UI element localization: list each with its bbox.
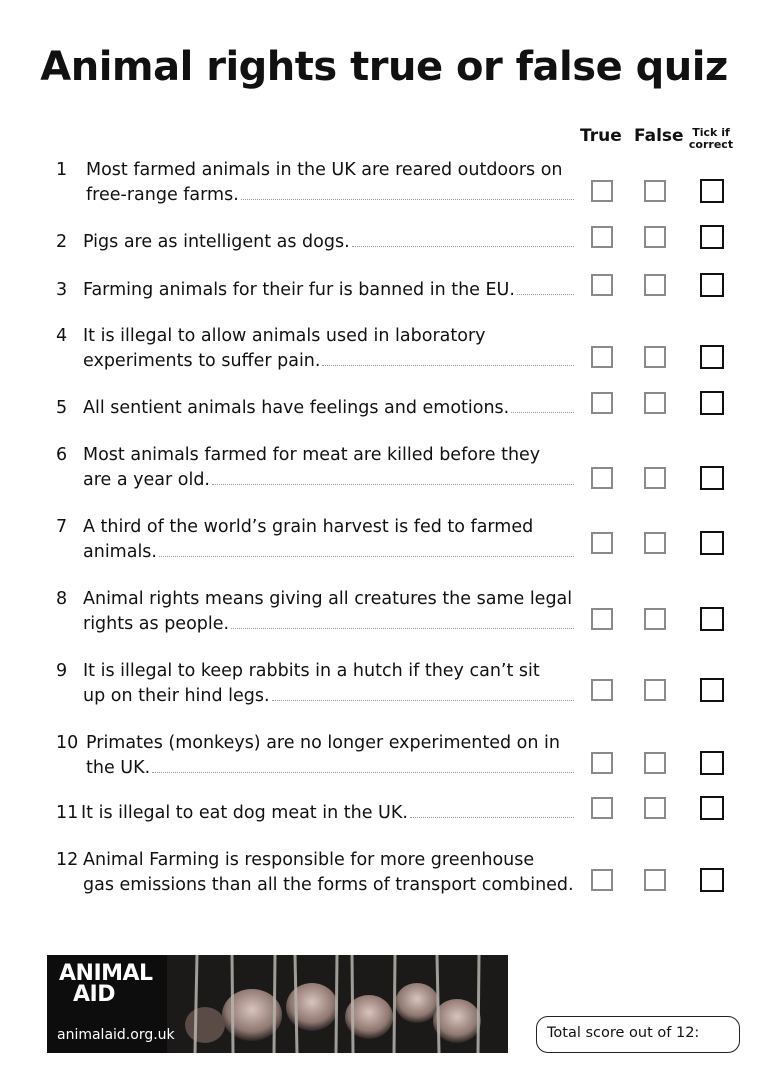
tick-if-correct-checkbox[interactable] — [700, 607, 724, 631]
question-line — [83, 587, 578, 612]
question-9 — [56, 659, 581, 709]
question-2 — [56, 230, 581, 255]
logo-line-2: AID — [73, 982, 115, 1007]
question-line — [83, 873, 578, 898]
leader-dots — [231, 616, 574, 629]
tick-if-correct-checkbox[interactable] — [700, 466, 724, 490]
question-1 — [56, 158, 581, 208]
true-checkbox[interactable] — [591, 797, 613, 819]
tick-if-correct-checkbox[interactable] — [700, 868, 724, 892]
question-line — [86, 731, 581, 756]
false-checkbox[interactable] — [644, 274, 666, 296]
true-checkbox[interactable] — [591, 869, 613, 891]
tick-if-correct-checkbox[interactable] — [700, 273, 724, 297]
question-text: Primates (monkeys) are no longer experimented on in — [86, 733, 560, 753]
question-line — [83, 278, 578, 303]
question-line — [83, 468, 578, 493]
question-text: It is illegal to eat dog meat in the UK. — [81, 803, 408, 823]
tick-if-correct-checkbox[interactable] — [700, 179, 724, 203]
question-text: free-range farms. — [86, 185, 239, 205]
question-4 — [56, 324, 581, 374]
question-number: 10 — [56, 733, 79, 753]
false-checkbox[interactable] — [644, 797, 666, 819]
question-line — [83, 612, 578, 637]
header-tick-if-correct: Tick if correct — [688, 126, 734, 151]
true-checkbox[interactable] — [591, 226, 613, 248]
question-10 — [56, 731, 581, 781]
leader-dots — [410, 805, 574, 818]
question-text: All sentient animals have feelings and emotions. — [83, 398, 510, 418]
question-text: Most farmed animals in the UK are reared outdoors on — [86, 160, 563, 180]
false-checkbox[interactable] — [644, 532, 666, 554]
question-number: 6 — [56, 445, 68, 465]
animal-aid-banner — [47, 955, 508, 1053]
true-checkbox[interactable] — [591, 467, 613, 489]
leader-dots — [352, 234, 574, 247]
header-false: False — [634, 126, 684, 146]
question-number: 5 — [56, 398, 68, 418]
question-text: animals. — [83, 542, 157, 562]
question-7 — [56, 515, 581, 565]
false-checkbox[interactable] — [644, 608, 666, 630]
true-checkbox[interactable] — [591, 180, 613, 202]
true-checkbox[interactable] — [591, 392, 613, 414]
question-line — [83, 230, 578, 255]
question-text: the UK. — [86, 758, 151, 778]
question-number: 11 — [56, 803, 79, 823]
question-number: 7 — [56, 517, 68, 537]
question-text: are a year old. — [83, 470, 210, 490]
question-line — [83, 540, 578, 565]
page-title: Animal rights true or false quiz — [40, 44, 728, 90]
question-text: It is illegal to allow animals used in laboratory — [83, 326, 486, 346]
question-line — [86, 183, 581, 208]
question-text: A third of the world’s grain harvest is fed to farmed — [83, 517, 534, 537]
logo-line-1: ANIMAL — [59, 961, 153, 986]
question-number: 2 — [56, 232, 68, 252]
question-text: Pigs are as intelligent as dogs. — [83, 232, 350, 252]
total-score-label: Total score out of 12: — [547, 1025, 700, 1041]
question-number: 9 — [56, 661, 68, 681]
leader-dots — [272, 688, 574, 701]
tick-if-correct-checkbox[interactable] — [700, 796, 724, 820]
false-checkbox[interactable] — [644, 226, 666, 248]
tick-if-correct-checkbox[interactable] — [700, 345, 724, 369]
question-text: Animal rights means giving all creatures the same legal — [83, 589, 573, 609]
true-checkbox[interactable] — [591, 752, 613, 774]
question-5 — [56, 396, 581, 421]
false-checkbox[interactable] — [644, 752, 666, 774]
question-number: 1 — [56, 160, 68, 180]
false-checkbox[interactable] — [644, 392, 666, 414]
animal-aid-logo — [59, 963, 153, 1005]
question-line — [83, 684, 578, 709]
true-checkbox[interactable] — [591, 274, 613, 296]
tick-if-correct-checkbox[interactable] — [700, 531, 724, 555]
leader-dots — [517, 282, 574, 295]
total-score-box[interactable] — [536, 1016, 740, 1053]
question-line — [86, 756, 581, 781]
leader-dots — [212, 472, 574, 485]
question-text: It is illegal to keep rabbits in a hutch if they can’t sit — [83, 661, 540, 681]
true-checkbox[interactable] — [591, 346, 613, 368]
leader-dots — [322, 353, 574, 366]
question-8 — [56, 587, 581, 637]
false-checkbox[interactable] — [644, 346, 666, 368]
false-checkbox[interactable] — [644, 679, 666, 701]
question-text: rights as people. — [83, 614, 230, 634]
question-number: 12 — [56, 850, 79, 870]
question-text: Most animals farmed for meat are killed before they — [83, 445, 541, 465]
leader-dots — [511, 400, 574, 413]
question-number: 3 — [56, 280, 68, 300]
question-line — [83, 659, 578, 684]
leader-dots — [241, 187, 574, 200]
question-11 — [56, 801, 581, 826]
question-text: gas emissions than all the forms of transport combined. — [83, 875, 574, 895]
website-url[interactable]: animalaid.org.uk — [57, 1027, 175, 1043]
question-text: up on their hind legs. — [83, 686, 270, 706]
true-checkbox[interactable] — [591, 532, 613, 554]
question-3 — [56, 278, 581, 303]
false-checkbox[interactable] — [644, 180, 666, 202]
leader-dots — [152, 760, 574, 773]
false-checkbox[interactable] — [644, 467, 666, 489]
question-line — [81, 801, 576, 826]
true-checkbox[interactable] — [591, 679, 613, 701]
question-line — [83, 515, 578, 540]
true-checkbox[interactable] — [591, 608, 613, 630]
question-number: 8 — [56, 589, 68, 609]
tick-if-correct-checkbox[interactable] — [700, 678, 724, 702]
tick-if-correct-checkbox[interactable] — [700, 751, 724, 775]
false-checkbox[interactable] — [644, 869, 666, 891]
question-text: experiments to suffer pain. — [83, 351, 321, 371]
question-12 — [56, 848, 581, 898]
header-true: True — [580, 126, 622, 146]
question-line — [83, 443, 578, 468]
question-line — [83, 396, 578, 421]
tick-if-correct-checkbox[interactable] — [700, 225, 724, 249]
question-line — [83, 848, 578, 873]
question-number: 4 — [56, 326, 68, 346]
tick-if-correct-checkbox[interactable] — [700, 391, 724, 415]
question-text: Animal Farming is responsible for more greenhouse — [83, 850, 535, 870]
leader-dots — [159, 544, 574, 557]
question-line — [86, 158, 581, 183]
question-line — [83, 324, 578, 349]
question-6 — [56, 443, 581, 493]
question-text: Farming animals for their fur is banned in the EU. — [83, 280, 515, 300]
question-line — [83, 349, 578, 374]
